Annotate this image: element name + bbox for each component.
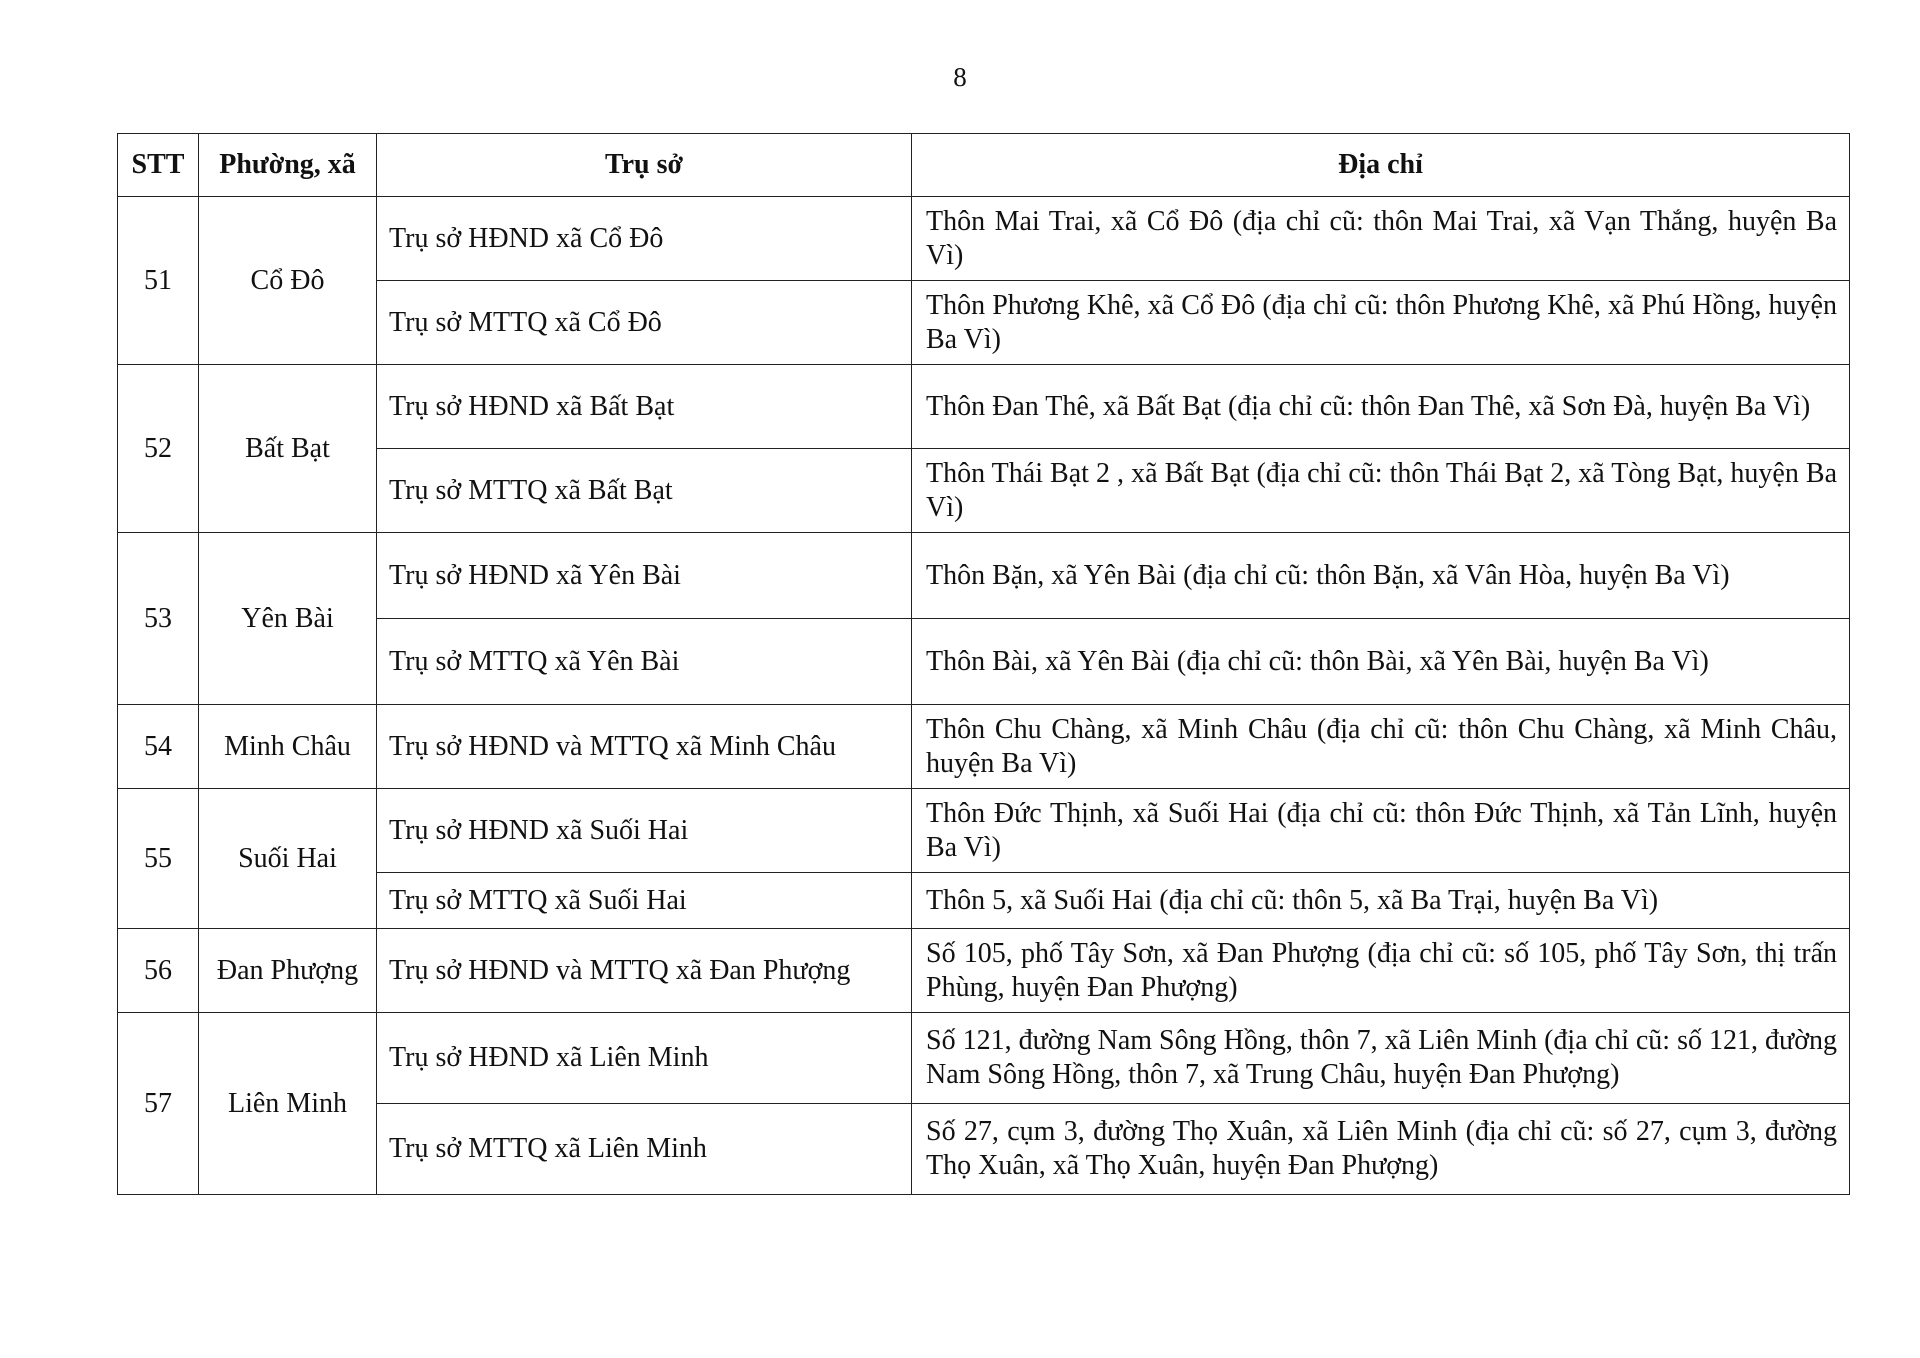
- table-row: [118, 873, 1850, 929]
- stt-cell: 54: [118, 705, 199, 789]
- office-cell: Trụ sở HĐND xã Cổ Đô: [377, 197, 912, 281]
- header-ward: Phường, xã: [199, 134, 377, 197]
- office-cell: Trụ sở MTTQ xã Yên Bài: [377, 619, 912, 705]
- office-cell: Trụ sở MTTQ xã Liên Minh: [377, 1104, 912, 1195]
- address-cell: Thôn Bài, xã Yên Bài (địa chỉ cũ: thôn Bài, xã Yên Bài, huyện Ba Vì): [912, 619, 1850, 705]
- ward-cell: Minh Châu: [199, 705, 377, 789]
- table-row: [118, 197, 1850, 281]
- ward-cell: Suối Hai: [199, 789, 377, 929]
- stt-cell: 51: [118, 197, 199, 365]
- office-cell: Trụ sở HĐND và MTTQ xã Đan Phượng: [377, 929, 912, 1013]
- table-row: [118, 619, 1850, 705]
- office-cell: Trụ sở HĐND xã Bất Bạt: [377, 365, 912, 449]
- stt-cell: 53: [118, 533, 199, 705]
- address-cell: Thôn Đan Thê, xã Bất Bạt (địa chỉ cũ: thôn Đan Thê, xã Sơn Đà, huyện Ba Vì): [912, 365, 1850, 449]
- ward-cell: Yên Bài: [199, 533, 377, 705]
- office-cell: Trụ sở HĐND và MTTQ xã Minh Châu: [377, 705, 912, 789]
- ward-cell: Bất Bạt: [199, 365, 377, 533]
- address-cell: Thôn Phương Khê, xã Cổ Đô (địa chỉ cũ: thôn Phương Khê, xã Phú Hồng, huyện Ba Vì): [912, 281, 1850, 365]
- address-cell: Số 105, phố Tây Sơn, xã Đan Phượng (địa chỉ cũ: số 105, phố Tây Sơn, thị trấn Phùng, huyện Đan Phượng): [912, 929, 1850, 1013]
- address-cell: Thôn Thái Bạt 2 , xã Bất Bạt (địa chỉ cũ: thôn Thái Bạt 2, xã Tòng Bạt, huyện Ba Vì): [912, 449, 1850, 533]
- table-row: [118, 1013, 1850, 1104]
- stt-cell: 56: [118, 929, 199, 1013]
- address-cell: Thôn Mai Trai, xã Cổ Đô (địa chỉ cũ: thôn Mai Trai, xã Vạn Thắng, huyện Ba Vì): [912, 197, 1850, 281]
- office-cell: Trụ sở HĐND xã Yên Bài: [377, 533, 912, 619]
- table-row: [118, 365, 1850, 449]
- stt-cell: 55: [118, 789, 199, 929]
- office-cell: Trụ sở HĐND xã Liên Minh: [377, 1013, 912, 1104]
- address-cell: Thôn Đức Thịnh, xã Suối Hai (địa chỉ cũ: thôn Đức Thịnh, xã Tản Lĩnh, huyện Ba Vì): [912, 789, 1850, 873]
- address-cell: Thôn 5, xã Suối Hai (địa chỉ cũ: thôn 5, xã Ba Trại, huyện Ba Vì): [912, 873, 1850, 929]
- stt-cell: 52: [118, 365, 199, 533]
- address-cell: Số 27, cụm 3, đường Thọ Xuân, xã Liên Minh (địa chỉ cũ: số 27, cụm 3, đường Thọ Xuân, xã Thọ Xuân, huyện Đan Phượng): [912, 1104, 1850, 1195]
- table-row: [118, 1104, 1850, 1195]
- address-cell: Số 121, đường Nam Sông Hồng, thôn 7, xã Liên Minh (địa chỉ cũ: số 121, đường Nam Sông Hồng, thôn 7, xã Trung Châu, huyện Đan Phượng): [912, 1013, 1850, 1104]
- office-cell: Trụ sở MTTQ xã Cổ Đô: [377, 281, 912, 365]
- table-row: [118, 281, 1850, 365]
- header-stt: STT: [118, 134, 199, 197]
- address-cell: Thôn Bặn, xã Yên Bài (địa chỉ cũ: thôn Bặn, xã Vân Hòa, huyện Ba Vì): [912, 533, 1850, 619]
- headquarters-table: [117, 133, 1850, 1195]
- office-cell: Trụ sở HĐND xã Suối Hai: [377, 789, 912, 873]
- table-row: [118, 929, 1850, 1013]
- ward-cell: Đan Phượng: [199, 929, 377, 1013]
- ward-cell: Cổ Đô: [199, 197, 377, 365]
- header-address: Địa chỉ: [912, 134, 1850, 197]
- table-header-row: [118, 134, 1850, 197]
- table-row: [118, 789, 1850, 873]
- page-number: 8: [953, 62, 967, 92]
- header-office: Trụ sở: [377, 134, 912, 197]
- office-cell: Trụ sở MTTQ xã Suối Hai: [377, 873, 912, 929]
- table-row: [118, 449, 1850, 533]
- table-row: [118, 533, 1850, 619]
- ward-cell: Liên Minh: [199, 1013, 377, 1195]
- stt-cell: 57: [118, 1013, 199, 1195]
- table-row: [118, 705, 1850, 789]
- address-cell: Thôn Chu Chàng, xã Minh Châu (địa chỉ cũ: thôn Chu Chàng, xã Minh Châu, huyện Ba Vì): [912, 705, 1850, 789]
- office-cell: Trụ sở MTTQ xã Bất Bạt: [377, 449, 912, 533]
